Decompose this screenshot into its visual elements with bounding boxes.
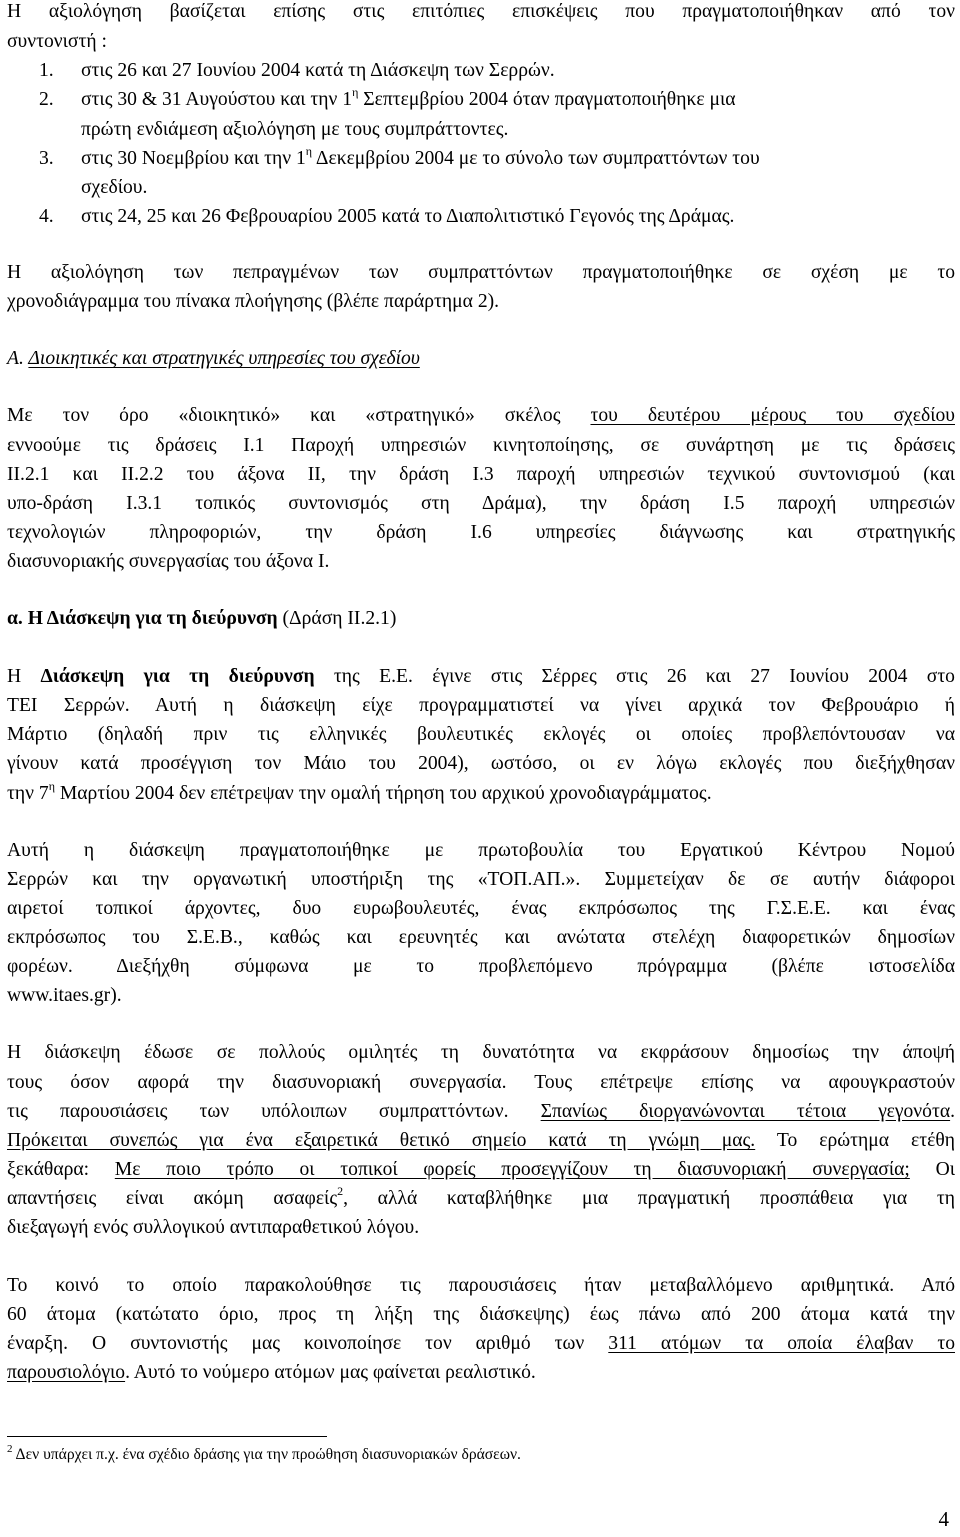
org-line-1: Αυτή η διάσκεψη πραγματοποιήθηκε με πρωτοβουλία του Εργατικού Κέντρου Νομού [7, 840, 955, 861]
section-a-heading: Α. Διοικητικές και στρατηγικές υπηρεσίες του σχεδίου [7, 348, 420, 369]
footnote-ref[interactable]: 2 [337, 1184, 344, 1198]
admin-line-4: υπο-δράση Ι.3.1 τοπικός συντονισμός στη Δράμα), την δράση Ι.5 παροχή υπηρεσιών [7, 493, 955, 514]
org-line-3: αιρετοί τοπικοί άρχοντες, δυο ευρωβουλευτές, ένας εκπρόσωπος της Γ.Σ.Ε.Ε. και ένας [7, 898, 955, 919]
visit-item-2: 2. στις 30 & 31 Αυγούστου και την $1^\eta$ Σεπτεμβρίου 2004 όταν πραγματοποιήθηκε μια [39, 85, 736, 110]
intro-line-1: Η αξιολόγηση βασίζεται επίσης στις επιτόπιες επισκέψεις που πραγματοποιήθηκαν από τον [7, 1, 955, 22]
audience-line-2: 60 άτομα (κατώτατο όριο, προς τη λήξη της διάσκεψης) έως πάνω από 200 άτομα κατά την [7, 1304, 955, 1325]
org-line-2: Σερρών και την οργανωτική υποστήριξη της «ΤΟΠ.ΑΠ.». Συμμετείχαν δε σε αυτήν διάφοροι [7, 869, 955, 890]
conf-line-2: ΤΕΙ Σερρών. Αυτή η διάσκεψη είχε προγραμματιστεί να γίνει αρχικά τον Φεβρουάριο ή [7, 695, 955, 716]
audience-line-3: έναρξη. Ο συντονιστής μας κοινοποίησε τον αριθμό των 311 ατόμων τα οποία έλαβαν το [7, 1333, 955, 1354]
opinion-line-3: τις παρουσιάσεις των υπόλοιπων συμπραττόντων. Σπανίως διοργανώνονται τέτοια γεγονότα. [7, 1101, 955, 1122]
admin-line-6: διασυνοριακής συνεργασίας του άξονα Ι. [7, 551, 330, 572]
opinion-line-4: Πρόκειται συνεπώς για ένα εξαιρετικά θετικό σημείο κατά τη γνώμη μας. Το ερώτημα ετέθη [7, 1130, 955, 1151]
conf-line-1: Η Διάσκεψη για τη διεύρυνση της Ε.Ε. έγινε στις Σέρρες στις 26 και 27 Ιουνίου 2004 στο [7, 666, 955, 687]
footnote-separator [7, 1436, 327, 1437]
audience-line-4: παρουσιολόγιο. Αυτό το νούμερο ατόμων μας φαίνεται ρεαλιστικό. [7, 1362, 536, 1383]
conf-line-5: την $7^\eta$ Μαρτίου 2004 δεν επέτρεψαν την ομαλή τήρηση του αρχικού χρονοδιαγράμματος. [7, 779, 712, 804]
conf-line-3: Μάρτιο (δηλαδή πριν τις ελληνικές βουλευτικές εκλογές οι οποίες προβλεπόντουσαν να [7, 724, 955, 745]
admin-line-2: εννοούμε τις δράσεις Ι.1 Παροχή υπηρεσιών κινητοποίησης, σε συνάρτηση με τις δράσεις [7, 435, 955, 456]
visit-item-2-cont: πρώτη ενδιάμεση αξιολόγηση με τους συμπράττοντες. [81, 119, 509, 140]
opinion-line-7: διεξαγωγή ενός συλλογικού αντιπαραθετικού λόγου. [7, 1217, 420, 1238]
document-page [7, 0, 955, 1537]
opinion-line-6: απαντήσεις είναι ακόμη ασαφείς$^2$, αλλά καταβλήθηκε μια πραγματική προσπάθεια για τη [7, 1184, 956, 1209]
footnote: $^2$ Δεν υπάρχει π.χ. ένα σχέδιο δράσης για την προώθηση διασυνοριακών δράσεων. [7, 1443, 521, 1463]
intro-line-2: συντονιστή : [7, 31, 107, 52]
org-line-4: εκπρόσωπος του Σ.Ε.Β., καθώς και ερευνητές και ανώτατα στελέχη διαφορετικών δημοσίων [7, 927, 955, 948]
opinion-line-1: Η διάσκεψη έδωσε σε πολλούς ομιλητές τη δυνατότητα να εκφράσουν δημοσίως την άποψή [7, 1042, 955, 1063]
audience-line-1: Το κοινό το οποίο παρακολούθησε τις παρουσιάσεις ήταν μεταβαλλόμενο αριθμητικά. Από [7, 1275, 955, 1296]
admin-line-3: ΙΙ.2.1 και ΙΙ.2.2 του άξονα ΙΙ, την δράση Ι.3 παροχή υπηρεσιών τεχνικού συντονισμού (και [7, 464, 955, 485]
page-number: 4 [938, 1507, 949, 1531]
eval-line-2: χρονοδιάγραμμα του πίνακα πλοήγησης (βλέπε παράρτημα 2). [7, 291, 500, 312]
visit-item-3-cont: σχεδίου. [81, 177, 148, 198]
visit-item-4: 4. στις 24, 25 και 26 Φεβρουαρίου 2005 κατά το Διαπολιτιστικό Γεγονός της Δράμας. [39, 206, 735, 227]
opinion-line-2: τους όσον αφορά την διασυνοριακή συνεργασία. Τους επέτρεψε επίσης να αφουγκραστούν [7, 1072, 955, 1093]
visit-item-3: 3. στις 30 Νοεμβρίου και την $1^\eta$ Δεκεμβρίου 2004 με το σύνολο των συμπραττόντων του [39, 144, 760, 169]
visit-item-1: 1. στις 26 και 27 Ιουνίου 2004 κατά τη Διάσκεψη των Σερρών. [39, 60, 555, 81]
eval-line-1: Η αξιολόγηση των πεπραγμένων των συμπραττόντων πραγματοποιήθηκε σε σχέση με το [7, 262, 955, 283]
conf-line-4: γίνουν κατά προσέγγιση τον Μάιο του 2004), ωστόσο, οι εν λόγω εκλογές που διεξήχθησαν [7, 753, 955, 774]
subsection-alpha-heading: α. Η Διάσκεψη για τη διεύρυνση (Δράση ΙΙ.2.1) [7, 608, 397, 629]
admin-line-1: Με τον όρο «διοικητικό» και «στρατηγικό» σκέλος του δευτέρου μέρους του σχεδίου [7, 405, 955, 426]
org-line-5: φορέων. Διεξήχθη σύμφωνα με το προβλεπόμενο πρόγραμμα (βλέπε ιστοσελίδα [7, 956, 955, 977]
admin-line-5: τεχνολογιών πληροφοριών, την δράση Ι.6 υπηρεσίες διάγνωσης και στρατηγικής [7, 522, 955, 543]
org-line-6: www.itaes.gr). [7, 985, 122, 1006]
opinion-line-5: ξεκάθαρα: Με ποιο τρόπο οι τοπικοί φορείς προσεγγίζουν τη διασυνοριακή συνεργασία; Οι [7, 1159, 955, 1180]
